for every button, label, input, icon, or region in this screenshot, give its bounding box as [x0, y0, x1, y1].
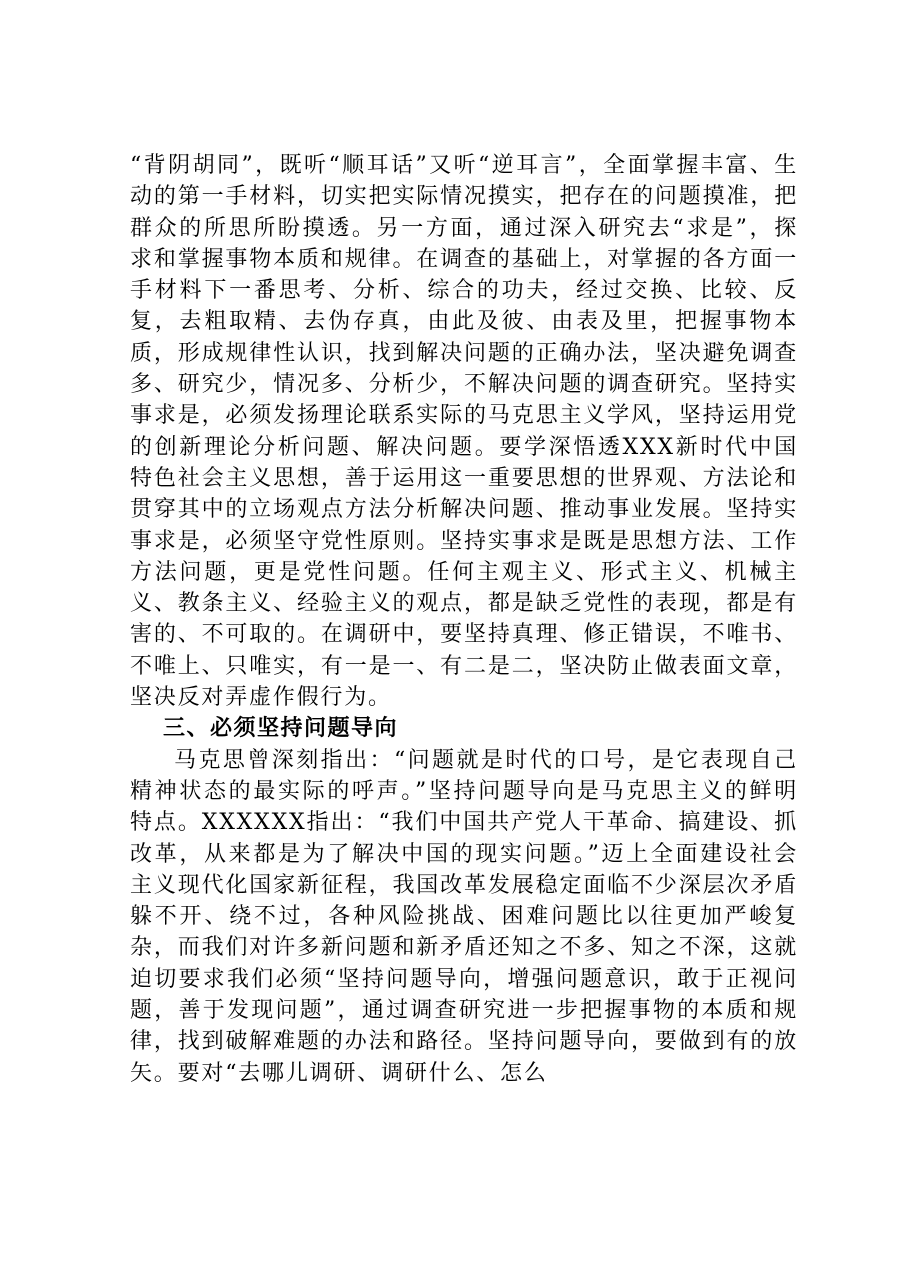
body-paragraph: “背阴胡同”，既听“顺耳话”又听“逆耳言”，全面掌握丰富、生动的第一手材料，切实把实际情况摸实，把存在的问题摸准，把群众的所思所盼摸透。另一方面，通过深入研究去“求是”，探求和掌握事物本质和规律。在调查的基础上，对掌握的各方面一手材料下一番思考、分析、综合的功夫，经过交换、比较、反复，去粗取精、去伪存真，由此及彼、由表及里，把握事物本质，形成规律性认识，找到解决问题的正确办法，坚决避免调查多、研究少，情况多、分析少，不解决问题的调查研究。坚持实事求是，必须发扬理论联系实际的马克思主义学风，坚持运用党的创新理论分析问题、解决问题。要学深悟透XXX新时代中国特色社会主义思想，善于运用这一重要思想的世界观、方法论和贯穿其中的立场观点方法分析解决问题、推动事业发展。坚持实事求是，必须坚守党性原则。坚持实事求是既是思想方法、工作方法问题，更是党性问题。任何主观主义、形式主义、机械主义、教条主义、经验主义的观点，都是缺乏党性的表现，都是有害的、不可取的。在调研中，要坚持真理、修正错误，不唯书、不唯上、只唯实，有一是一、有二是二，坚决防止做表面文章，坚决反对弄虚作假行为。	[130, 153, 798, 711]
body-paragraph: 马克思曾深刻指出：“问题就是时代的口号，是它表现自己精神状态的最实际的呼声。”坚持问题导向是马克思主义的鲜明特点。XXXXXX指出：“我们中国共产党人干革命、搞建设、抓改革，从来都是为了解决中国的现实问题。”迈上全面建设社会主义现代化国家新征程，我国改革发展稳定面临不少深层次矛盾躲不开、绕不过，各种风险挑战、困难问题比以往更加严峻复杂，而我们对许多新问题和新矛盾还知之不多、知之不深，这就迫切要求我们必须“坚持问题导向，增强问题意识，敢于正视问题，善于发现问题”，通过调查研究进一步把握事物的本质和规律，找到破解难题的办法和路径。坚持问题导向，要做到有的放矢。要对“去哪儿调研、调研什么、怎么	[130, 747, 798, 1086]
section-heading: 三、必须坚持问题导向	[163, 716, 399, 742]
document-page	[130, 150, 798, 1089]
